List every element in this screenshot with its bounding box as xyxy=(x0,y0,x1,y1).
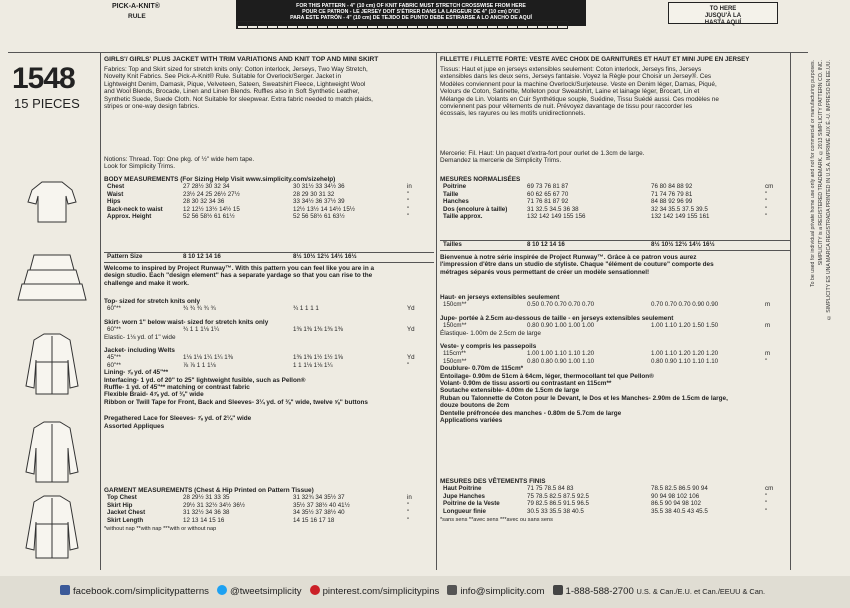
fr-bienvenue-line: métrages séparés vous permettant de créer un modèle sensationnel! xyxy=(440,268,650,276)
facebook-icon xyxy=(60,585,70,595)
en-extra-line: Assorted Appliques xyxy=(104,422,165,430)
row-values: 0.80 0.80 0.90 1.00 1.10 xyxy=(527,357,595,365)
en-garment-measurements xyxy=(104,487,434,533)
table-row xyxy=(104,517,415,524)
row-plus-values: 12½ 13½ 14 14½ 15½ xyxy=(293,205,355,213)
en-welcome-line: design studio. Each "design element" has a separate yardage so that you can rise to the xyxy=(104,272,373,280)
row-unit: Yd xyxy=(407,326,415,334)
fr-mercerie-line: Mercerie: Fil. Haut: Un paquet d'extra-fort pour ourlet de 1.3cm de large. xyxy=(440,150,645,157)
fr-extra-line: Doublure- 0.70m de 115cm* xyxy=(440,365,524,373)
en-elastic: Elastic- 1⅛ yd. of 1" wide xyxy=(104,333,176,341)
row-plus-values: 0.70 0.70 0.70 0.90 0.90 xyxy=(651,301,719,309)
twitter-text: @tweetsimplicity xyxy=(229,586,302,597)
en-skirt-title: Skirt- worn 1" below waist- sized for stretch knits only xyxy=(104,318,269,326)
skirt-sketch xyxy=(18,255,86,300)
en-body-measurements xyxy=(104,176,434,220)
cut-note-es: PARA ESTE PATRÓN - 4" (10 cm) DE TEJIDO DE PUNTO DEBE ESTIRARSE A LO ANCHO DE AQUÍ xyxy=(290,15,532,21)
row-values: ¾ ¾ ¾ ¾ ¾ xyxy=(183,305,216,313)
fr-tissus-line: écossais, les rayures ou les motifs unidirectionnels. xyxy=(440,110,586,118)
row-unit: " xyxy=(765,205,768,213)
row-label: Taille xyxy=(443,190,459,198)
pattern-size-label: Pattern Size xyxy=(107,253,143,260)
row-plus-values: 35½ 37 38½ 40 41½ xyxy=(293,501,350,509)
row-plus-values: 28 29 30 31 32 xyxy=(293,190,335,198)
email-icon xyxy=(447,585,457,595)
table-row xyxy=(440,191,776,198)
table-row xyxy=(104,198,415,205)
row-unit: " xyxy=(765,213,768,221)
twitter-link[interactable] xyxy=(217,586,302,597)
row-plus-values: 1.00 1.10 1.20 1.50 1.50 xyxy=(651,322,719,330)
en-footnote: *without nap **with nap ***with or without nap xyxy=(104,526,217,533)
row-values: 52 56 58½ 61 61½ xyxy=(183,213,235,221)
row-plus-values: 33 34½ 36 37½ 39 xyxy=(293,198,345,206)
en-yardage xyxy=(104,298,434,430)
table-row xyxy=(440,213,776,220)
to-here-box xyxy=(668,2,778,24)
row-values: 31 32½ 34 36 38 xyxy=(183,509,230,517)
pattern-sizes: 8 10 12 14 16 xyxy=(183,253,221,260)
footer-contact-bar xyxy=(0,576,850,608)
row-label: 60"** xyxy=(107,305,121,313)
row-values: 79 82.5 86.5 91.5 96.5 xyxy=(527,500,589,508)
row-values: ¾ 1 1 1⅛ 1¼ xyxy=(183,326,220,334)
legal-line: SIMPLICITY is a REGISTERED TRADEMARK. ©2013 SIMPLICITY PATTERN CO. INC. xyxy=(818,60,824,266)
legal-line: © SIMPLICITY ES UNA MARCA REGISTRADA PRINTED IN U.S.A. IMPRIMÉ AUX É.-U. IMPRESO EN EE.UU. xyxy=(826,60,832,321)
row-plus-values: 132 142 149 155 161 xyxy=(651,213,710,221)
rule-label: RULE xyxy=(128,13,146,20)
fr-mercerie xyxy=(440,150,644,165)
en-fabrics-line: Fabrics: Top and Skirt sized for stretch knits only: Cotton interlock, Jerseys, Two Way Stretch, xyxy=(104,66,368,73)
to-here-fr: JUSQU'À LA xyxy=(704,13,742,19)
row-unit: cm xyxy=(765,183,774,191)
fr-tissus-line: conviennent pas pour vêtements de nuit. Prévoyez davantage de tissu pour raccorder les xyxy=(440,103,693,111)
phone-icon xyxy=(553,585,563,595)
en-body-title: BODY MEASUREMENTS (For Sizing Help Visit www.simplicity.com/sizehelp) xyxy=(104,176,336,183)
row-values: 27 28½ 30 32 34 xyxy=(183,183,230,191)
en-extra-line: Interfacing- 1 yd. of 20" to 25" lightweight fusible, such as Pellon® xyxy=(104,376,306,384)
row-unit: in xyxy=(407,183,412,191)
tailles-label: Tailles xyxy=(443,241,462,248)
en-welcome xyxy=(104,265,374,287)
en-jacket-title: Jacket- including Welts xyxy=(104,347,175,355)
fr-veste-title: Veste- y compris les passepoils xyxy=(440,343,537,351)
fr-footnote: *sans sens **avec sens ***avec ou sans sens xyxy=(440,517,553,524)
row-unit: m xyxy=(765,322,771,330)
en-skirt-table xyxy=(104,326,418,333)
en-fabrics-line: stripes or one-way design fabrics. xyxy=(104,103,200,111)
en-garment-table xyxy=(104,494,415,524)
table-row xyxy=(440,322,773,329)
row-values: 60 62 65 67 70 xyxy=(527,190,569,198)
en-garment-title: GARMENT MEASUREMENTS (Chest & Hip Printed on Pattern Tissue) xyxy=(104,487,314,494)
to-here-es: HASTA AQUÍ xyxy=(704,20,742,26)
row-plus-values: 1⅜ 1⅜ 1½ 1½ 1⅝ xyxy=(293,354,343,362)
row-plus-values: 84 88 92 96 99 xyxy=(651,198,693,206)
en-fabrics-line: Lightweight Denim, Damask, Pique, Velveteen, Sateen, Sweatshirt Fleece, Lightweight Wool xyxy=(104,80,366,88)
row-unit: " xyxy=(407,213,410,221)
row-label: Chest xyxy=(107,183,125,191)
en-top-title: Top- sized for stretch knits only xyxy=(104,298,201,305)
row-values: 1.00 1.00 1.10 1.10 1.20 xyxy=(527,350,595,358)
fr-extra-line: Applications variées xyxy=(440,417,503,425)
table-row xyxy=(440,206,776,213)
language-divider xyxy=(436,52,437,570)
tailles-values: 8 10 12 14 16 xyxy=(527,241,565,248)
table-row xyxy=(104,509,415,516)
row-label: Hips xyxy=(107,198,121,206)
table-row xyxy=(104,253,360,260)
en-notions xyxy=(104,156,254,171)
fr-bienvenue-line: Bienvenue à notre série inspirée de Project Runway™. Grâce à ce patron vous aurez xyxy=(440,254,697,261)
pattern-sizes-plus: 8½ 10½ 12½ 14½ 16½ xyxy=(293,253,357,260)
row-label: Skirt Hip xyxy=(107,501,133,509)
fr-haut-table xyxy=(440,301,773,308)
tailles-plus-values: 8½ 10½ 12½ 14½ 16½ xyxy=(651,241,715,248)
en-title: GIRLS'/ GIRLS' PLUS JACKET WITH TRIM VARIATIONS AND KNIT TOP AND MINI SKIRT xyxy=(104,56,379,63)
row-unit: in xyxy=(407,494,412,502)
row-values: 31 32.5 34.5 36 38 xyxy=(527,205,579,213)
fr-jupe-title: Jupe- portée à 2.5cm au-dessous de taille - en jerseys extensibles seulement xyxy=(440,314,674,322)
en-extra-line: Ruffle- 1 yd. of 45"** matching or contrast fabric xyxy=(104,384,250,392)
en-notions-line: Notions: Thread. Top: One pkg. of ½" wide hem tape. xyxy=(104,156,255,163)
row-label: Jupe Hanches xyxy=(443,492,485,500)
row-plus-values: 14 15 16 17 18 xyxy=(293,516,335,524)
row-plus-values: 1.00 1.10 1.20 1.20 1.20 xyxy=(651,350,719,358)
row-unit: " xyxy=(407,509,410,517)
row-label: 115cm** xyxy=(443,350,466,358)
fr-finis-table xyxy=(440,485,776,515)
cut-note-fr: POUR CE PATRON - LE JERSEY DOIT S'ÉTIRER DANS LA LARGEUR DE 4" (10 cm) D'ICI xyxy=(302,9,520,15)
fr-title: FILLETTE / FILLETTE FORTE: VESTE AVEC CHOIX DE GARNITURES ET HAUT ET MINI JUPE EN JERSEY xyxy=(440,56,750,63)
row-plus-values: 32 34 35.5 37.5 39.5 xyxy=(651,205,708,213)
fr-tissus-line: Modèles conviennent pour la machine Overlock/Surjeteuse. Veste en Denim léger, Damas, Piqué, xyxy=(440,80,717,88)
fr-finis-title: MESURES DES VÊTEMENTS FINIS xyxy=(440,478,546,485)
fr-bienvenue xyxy=(440,254,714,276)
fr-extra-line: Entoilage- 0.90m de 51cm à 64cm, léger, thermocollant tel que Pellon® xyxy=(440,372,654,380)
pattern-number: 1548 xyxy=(12,62,75,95)
en-fabrics-line: Synthetic Suede, Suede Cloth. Not Suitable for sleepwear. Extra fabric needed to match plaids, xyxy=(104,95,373,103)
pick-a-knit-label: PICK-A-KNIT® xyxy=(112,3,160,10)
row-unit: m xyxy=(765,350,771,358)
fr-extra-line: Dentelle préfroncée des manches - 0.80m de 5.7cm de large xyxy=(440,409,622,417)
row-label: 60"** xyxy=(107,326,121,334)
email-text: info@simplicity.com xyxy=(460,586,545,597)
row-unit: " xyxy=(765,492,768,500)
table-row xyxy=(104,213,415,220)
row-label: Poitrine de la Veste xyxy=(443,500,500,508)
fr-haut-title: Haut- en jerseys extensibles seulement xyxy=(440,294,560,301)
fr-size-divider-2 xyxy=(440,250,790,251)
en-extra-line: Flexible Braid- 4⅞ yd. of ⅜" wide xyxy=(104,391,204,399)
row-values: 69 73 76 81 87 xyxy=(527,183,569,191)
phone-link[interactable] xyxy=(553,586,634,597)
row-unit: " xyxy=(765,357,768,365)
fr-tissus-line: Mélange de Lin. Volants en Cuir Synthétique souple, Suédine, Tissu Suédé aussi. Ces modèles ne xyxy=(440,95,719,103)
side-divider xyxy=(790,52,791,570)
fr-extra-line: Ruban ou Talonnette de Coton pour le Devant, le Dos et les Manches- 2.90m de 1.5cm de large, xyxy=(440,394,728,402)
sketch-divider xyxy=(100,52,101,570)
table-row xyxy=(440,350,773,357)
en-welcome-line: Welcome to inspired by Project Runway™. With this pattern you can feel like you are in a xyxy=(104,265,375,272)
en-fabrics-line: Novelty Knit Fabrics. See Pick-A-Knit® Rule. Suitable for Overlock/Serger. Jacket in xyxy=(104,73,341,81)
table-row xyxy=(440,198,776,205)
cut-note-en: FOR THIS PATTERN - 4" (10 cm) OF KNIT FABRIC MUST STRETCH CROSSWISE FROM HERE xyxy=(296,3,526,9)
en-notions-line: Look for Simplicity Trims. xyxy=(104,163,176,171)
table-row xyxy=(104,191,415,198)
row-label: Top Chest xyxy=(107,494,137,502)
en-pattern-size-row xyxy=(104,253,360,260)
fr-bienvenue-line: l'impression d'être dans un studio de styliste. Chaque "élément de couture" comporte des xyxy=(440,261,714,269)
row-plus-values: 76 80 84 88 92 xyxy=(651,183,693,191)
row-label: Taille approx. xyxy=(443,213,483,221)
fr-tissus-line: Velours de Coton, Satinette, Molleton pour Sweatshirt, Laine et lainage léger, Brocart, Lin et xyxy=(440,88,700,96)
table-row xyxy=(104,305,418,312)
row-values: 0.80 0.90 1.00 1.00 1.00 xyxy=(527,322,595,330)
fr-mesures-title: MESURES NORMALISÉES xyxy=(440,176,521,183)
fr-finis xyxy=(440,478,790,524)
top-sketch xyxy=(28,182,76,222)
fr-extra-line: Soutache extensible- 4.00m de 1.5cm de large xyxy=(440,387,580,395)
en-size-divider-2 xyxy=(104,262,434,263)
row-label: 45"** xyxy=(107,354,121,362)
fr-tissus-line: Tissus: Haut et jupe en jerseys extensibles seulement: Coton interlock, Jerseys fins, Jerseys xyxy=(440,66,702,73)
row-values: 28 30 32 34 36 xyxy=(183,198,225,206)
table-row xyxy=(104,354,418,361)
row-unit: Yd xyxy=(407,354,415,362)
fr-elastique: Élastique- 1.00m de 2.5cm de large xyxy=(440,329,541,337)
row-unit: " xyxy=(407,198,410,206)
pinterest-link[interactable] xyxy=(310,586,440,597)
row-values: 12 13 14 15 16 xyxy=(183,516,225,524)
row-values: 71 76 81 87 92 xyxy=(527,198,569,206)
table-row xyxy=(440,485,776,492)
table-row xyxy=(104,502,415,509)
table-row xyxy=(104,494,415,501)
row-plus-values: 90 94 98 102 106 xyxy=(651,492,700,500)
row-label: Waist xyxy=(107,190,124,198)
garment-sketches xyxy=(12,150,92,570)
stretch-ruler xyxy=(236,21,568,29)
fr-mesures xyxy=(440,176,790,220)
row-plus-values: 86.5 90 94 98 102 xyxy=(651,500,701,508)
row-plus-values: 34 35½ 37 38½ 40 xyxy=(293,509,345,517)
row-label: Longueur finie xyxy=(443,507,486,515)
row-values: 29½ 31 32½ 34½ 36½ xyxy=(183,501,245,509)
row-unit: " xyxy=(407,501,410,509)
pinterest-text: pinterest.com/simplicitypins xyxy=(322,586,440,597)
row-label: Approx. Height xyxy=(107,213,152,221)
en-fabrics-line: and Wool Blends, Brocade, Linen and Linen Blends. Ruffles also in Soft Synthetic Leather, xyxy=(104,88,360,96)
row-unit: cm xyxy=(765,485,774,493)
row-values: ⅞ ⅞ 1 1 1⅛ xyxy=(183,361,216,369)
row-values: 12 12½ 13½ 14½ 15 xyxy=(183,205,240,213)
footer-links xyxy=(60,585,765,597)
row-label: 60"** xyxy=(107,361,121,369)
row-unit: " xyxy=(407,205,410,213)
table-row xyxy=(104,326,418,333)
side-legal-text xyxy=(808,20,838,560)
fr-veste-table xyxy=(440,350,773,365)
fr-metrages xyxy=(440,294,790,425)
row-label: Skirt Length xyxy=(107,516,144,524)
fr-tissus-line: extensibles dans les deux sens, Jerseys fantaisie. Voyez la Règle pour Choisir un Jersey®. Ces xyxy=(440,73,712,81)
row-values: 132 142 149 155 156 xyxy=(527,213,586,221)
fr-jupe-table xyxy=(440,322,773,329)
fr-mesures-table xyxy=(440,183,776,220)
row-plus-values: 71 74 76 79 81 xyxy=(651,190,693,198)
row-unit: " xyxy=(407,516,410,524)
row-unit: Yd xyxy=(407,305,415,313)
top-divider xyxy=(8,52,808,53)
row-plus-values: 52 56 58½ 61 63½ xyxy=(293,213,345,221)
row-values: 23½ 24 25 26½ 27½ xyxy=(183,190,240,198)
row-label: 150cm** xyxy=(443,357,467,365)
row-values: 75 78.5 82.5 87.5 92.5 xyxy=(527,492,589,500)
en-jacket-table xyxy=(104,354,418,369)
row-label: 150cm** xyxy=(443,322,467,330)
row-unit: " xyxy=(765,190,768,198)
table-row xyxy=(440,500,776,507)
fr-extra-line: Volant- 0.90m de tissu assorti ou contrastant en 115cm** xyxy=(440,380,612,388)
row-unit: " xyxy=(765,500,768,508)
legal-line: To be used for individual private home use only and not for commercial or manufacturing purposes. xyxy=(810,60,816,287)
en-extra-line: Ribbon or Twill Tape for Front, Back and Sleeves- 3¼ yd. of ⅜" wide, twelve ⅝" buttons xyxy=(104,398,368,406)
fr-tailles-row xyxy=(440,241,718,248)
row-unit: " xyxy=(407,190,410,198)
row-unit: " xyxy=(407,361,410,369)
table-row xyxy=(440,301,773,308)
en-fabrics xyxy=(104,66,373,110)
table-row xyxy=(104,183,415,190)
en-extra-line: Pregathered Lace for Sleeves- ⅞ yd. of 2¼" wide xyxy=(104,415,252,423)
row-values: 1⅛ 1⅛ 1¼ 1¼ 1⅜ xyxy=(183,354,233,362)
phone-text: 1-888-588-2700 xyxy=(565,586,634,597)
facebook-link[interactable] xyxy=(60,586,209,597)
fr-extra-line: douze boutons de 2cm xyxy=(440,402,510,410)
row-unit: " xyxy=(765,198,768,206)
table-row xyxy=(104,362,418,369)
row-label: Jacket Chest xyxy=(107,509,146,517)
en-welcome-line: challenge and make it work. xyxy=(104,279,189,287)
row-label: Poitrine xyxy=(443,183,467,191)
facebook-text: facebook.com/simplicitypatterns xyxy=(73,586,209,597)
en-extra-line: Lining- ⅞ yd. of 45"** xyxy=(104,369,169,377)
email-link[interactable] xyxy=(447,586,544,597)
row-values: 0.50 0.70 0.70 0.70 0.70 xyxy=(527,301,595,309)
row-unit: m xyxy=(765,301,771,309)
table-row xyxy=(104,206,415,213)
pinterest-icon xyxy=(310,585,320,595)
pattern-pieces: 15 PIECES xyxy=(14,96,80,111)
row-label: Dos (encolure à taille) xyxy=(443,205,508,213)
row-label: Hanches xyxy=(443,198,469,206)
row-values: 28 29½ 31 33 35 xyxy=(183,494,230,502)
row-plus-values: ¾ 1 1 1 1 xyxy=(293,305,319,313)
fr-mercerie-line: Demandez la mercerie de Simplicity Trims. xyxy=(440,157,562,165)
fr-tissus xyxy=(440,66,719,118)
table-row xyxy=(440,493,776,500)
row-plus-values: 78.5 82.5 86.5 90 94 xyxy=(651,485,708,493)
table-row xyxy=(440,358,773,365)
row-label: Back-neck to waist xyxy=(107,205,163,213)
row-plus-values: 30 31½ 33 34½ 36 xyxy=(293,183,345,191)
row-plus-values: 1 1 1⅛ 1⅛ 1¼ xyxy=(293,361,333,369)
to-here-en: TO HERE xyxy=(709,6,737,12)
row-label: 150cm** xyxy=(443,301,467,309)
row-plus-values: 35.5 38 40.5 43 45.5 xyxy=(651,507,708,515)
phone-note: U.S. & Can./E.U. et Can./EEUU & Can. xyxy=(636,587,766,596)
table-row xyxy=(440,508,776,515)
en-body-table xyxy=(104,183,415,220)
row-values: 71 75 78.5 84 83 xyxy=(527,485,574,493)
row-plus-values: 31 32¾ 34 35½ 37 xyxy=(293,494,345,502)
row-label: Haut Poitrine xyxy=(443,485,482,493)
row-plus-values: 1⅜ 1⅜ 1⅜ 1⅜ 1⅜ xyxy=(293,326,343,334)
row-unit: " xyxy=(765,507,768,515)
row-plus-values: 0.80 0.90 1.10 1.10 1.10 xyxy=(651,357,719,365)
en-top-table xyxy=(104,305,418,312)
twitter-icon xyxy=(217,585,227,595)
row-values: 30.5 33 35.5 38 40.5 xyxy=(527,507,584,515)
table-row xyxy=(440,241,718,248)
table-row xyxy=(440,183,776,190)
